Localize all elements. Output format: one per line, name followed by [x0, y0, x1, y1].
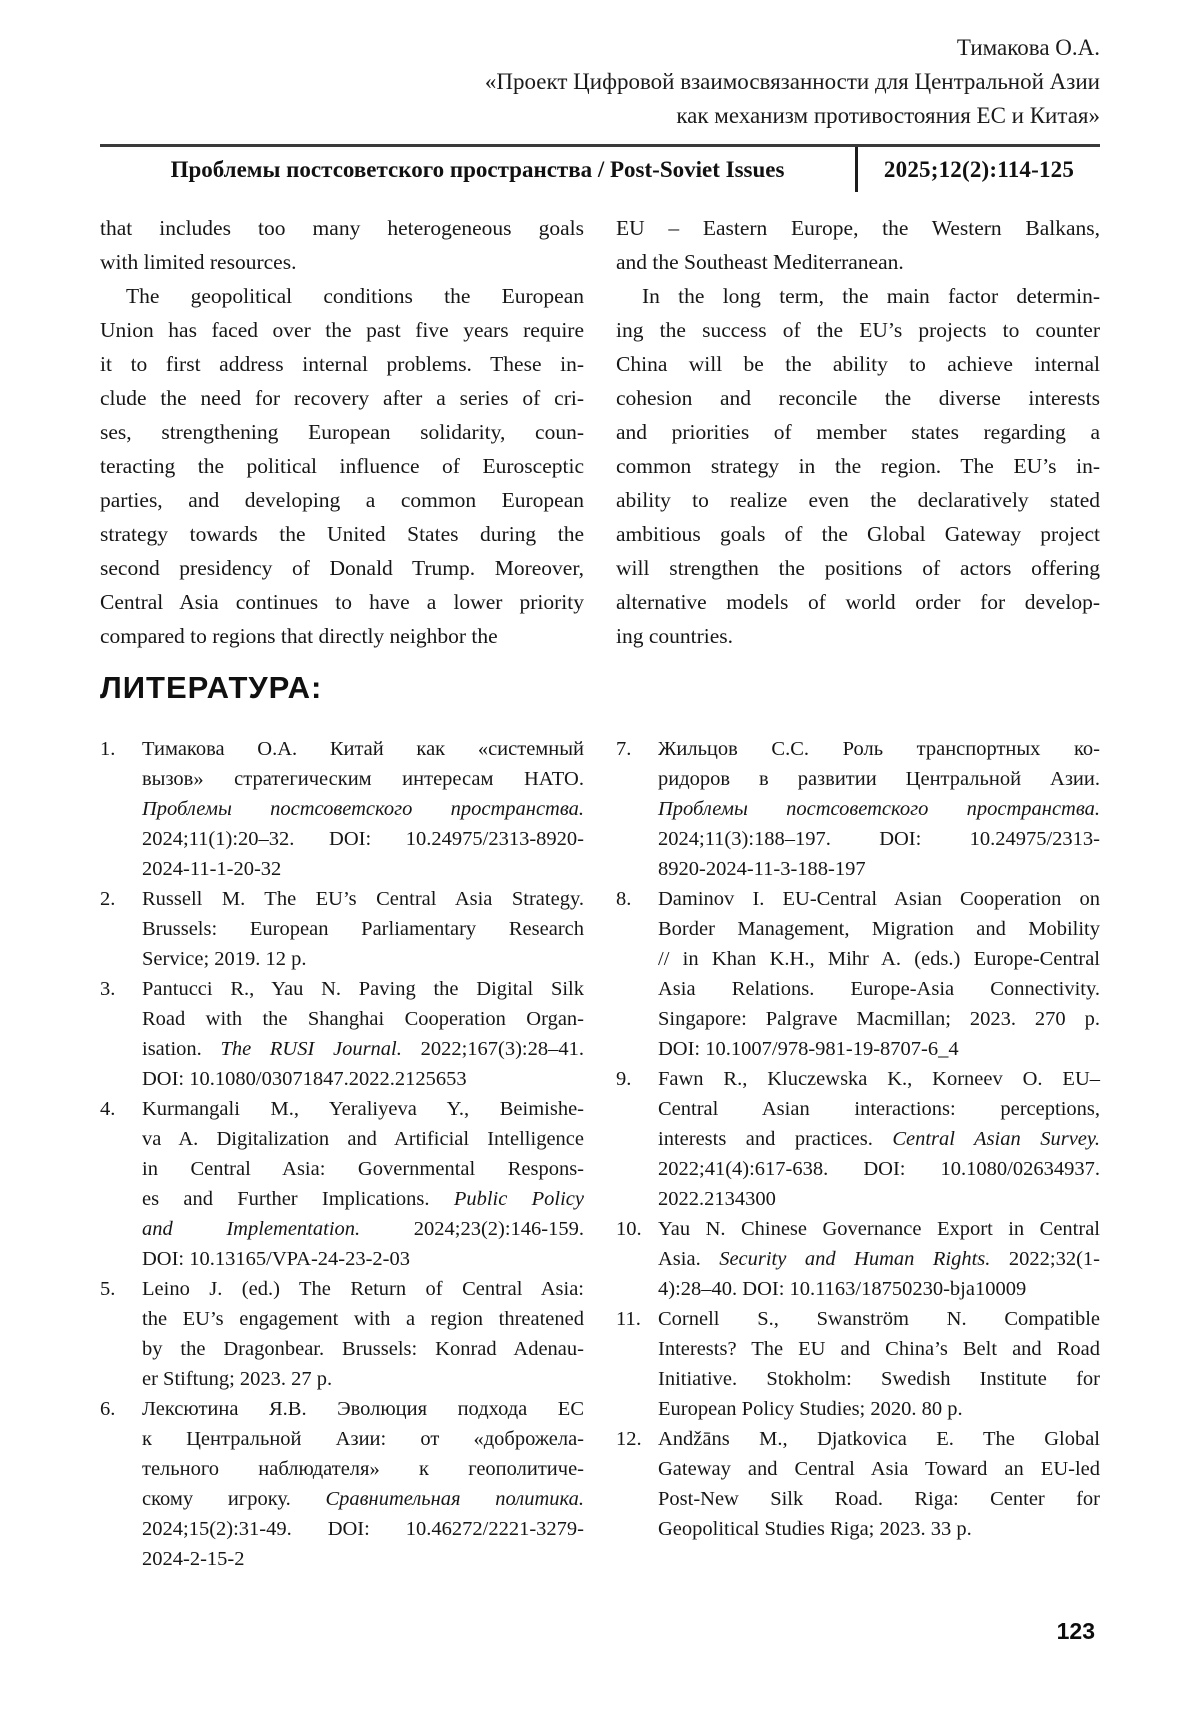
journal-title: Проблемы постсоветского пространства / Post-Soviet Issues — [170, 156, 785, 182]
text-line: // in Khan K.H., Mihr A. (eds.) Europe-Central — [658, 948, 1100, 970]
text-line: 2022.2134300 — [658, 1188, 776, 1210]
text-line: Тимакова О.А. Китай как «системный — [142, 738, 584, 760]
text-line: and Implementation. 2024;23(2):146-159. — [142, 1218, 585, 1240]
text-line: скому игроку. Сравнительная политика. — [142, 1488, 584, 1510]
text-line: Central Asian interactions: perceptions, — [658, 1098, 1100, 1120]
reference-text — [142, 974, 584, 1094]
reference-number: 6. — [100, 1398, 116, 1420]
text-line: Singapore: Palgrave Macmillan; 2023. 270 p. — [658, 1008, 1100, 1030]
text-line: к Центральной Азии: от «доброжела- — [142, 1428, 584, 1450]
reference-number: 12. — [616, 1428, 642, 1450]
reference-number: 7. — [616, 738, 632, 760]
body-text — [100, 211, 1100, 653]
reference-item — [616, 734, 1100, 884]
text-line: European Policy Studies; 2020. 80 p. — [658, 1398, 963, 1420]
reference-item — [616, 1424, 1100, 1544]
text-line: Проблемы постсоветского пространства. — [658, 798, 1100, 820]
paragraph — [616, 279, 1100, 653]
reference-number: 8. — [616, 888, 632, 910]
reference-number: 3. — [100, 978, 116, 1000]
text-line: it to first address internal problems. These in- — [100, 352, 584, 376]
reference-text — [142, 734, 584, 884]
reference-item — [616, 1214, 1100, 1304]
issue-info: 2025;12(2):114-125 — [883, 156, 1075, 182]
text-line: with limited resources. — [100, 250, 297, 274]
text-line: 8920-2024-11-3-188-197 — [658, 858, 866, 880]
text-line: va A. Digitalization and Artificial Intelligence — [142, 1128, 584, 1150]
reference-text — [142, 1274, 584, 1394]
text-line: parties, and developing a common European — [100, 488, 584, 512]
reference-text — [142, 1094, 584, 1274]
text-line: and the Southeast Mediterranean. — [616, 250, 904, 274]
reference-text — [658, 884, 1100, 1064]
text-line: ability to realize even the declaratively stated — [616, 488, 1100, 512]
reference-number: 1. — [100, 738, 116, 760]
page-number: 123 — [1056, 1618, 1095, 1644]
reference-item — [100, 1094, 584, 1274]
reference-number: 4. — [100, 1098, 116, 1120]
text-line: Kurmangali M., Yeraliyeva Y., Beimishe- — [142, 1098, 584, 1120]
text-line: will strengthen the positions of actors offering — [616, 556, 1100, 580]
reference-item — [100, 974, 584, 1094]
text-line: ses, strengthening European solidarity, coun- — [100, 420, 584, 444]
text-line: The geopolitical conditions the European — [126, 284, 584, 308]
text-line: by the Dragonbear. Brussels: Konrad Adenau- — [142, 1338, 584, 1360]
reference-number: 9. — [616, 1068, 632, 1090]
text-line: 2024;15(2):31-49. DOI: 10.46272/2221-3279- — [142, 1518, 584, 1540]
references-column-left — [100, 734, 584, 1574]
text-line: Geopolitical Studies Riga; 2023. 33 p. — [658, 1518, 972, 1540]
text-line: teracting the political influence of Eurosceptic — [100, 454, 584, 478]
text-line: China will be the ability to achieve internal — [616, 352, 1100, 376]
text-line: Road with the Shanghai Cooperation Organ- — [142, 1008, 584, 1030]
text-line: Cornell S., Swanström N. Compatible — [658, 1308, 1100, 1330]
text-line: er Stiftung; 2023. 27 p. — [142, 1368, 333, 1390]
paragraph — [100, 279, 584, 653]
article-author: Тимакова О.А. — [956, 35, 1100, 60]
text-line: вызов» стратегическим интересам НАТО. — [142, 768, 584, 790]
reference-number: 2. — [100, 888, 116, 910]
reference-item — [616, 1064, 1100, 1214]
text-line: Initiative. Stokholm: Swedish Institute for — [658, 1368, 1100, 1390]
body-column-left — [100, 211, 584, 653]
references-heading: ЛИТЕРАТУРА: — [100, 670, 323, 705]
text-line: the EU’s engagement with a region threatened — [142, 1308, 584, 1330]
text-line: isation. The RUSI Journal. 2022;167(3):28–41. — [142, 1038, 584, 1060]
text-line: ambitious goals of the Global Gateway project — [616, 522, 1100, 546]
text-line: Yau N. Chinese Governance Export in Central — [658, 1218, 1100, 1240]
text-line: In the long term, the main factor determin- — [642, 284, 1100, 308]
text-line: тельного наблюдателя» к геополитиче- — [142, 1458, 584, 1480]
reference-text — [658, 1304, 1100, 1424]
reference-number: 5. — [100, 1278, 116, 1300]
text-line: Лексютина Я.В. Эволюция подхода ЕС — [142, 1398, 584, 1420]
text-line: EU – Eastern Europe, the Western Balkans, — [616, 216, 1100, 240]
text-line: Post-New Silk Road. Riga: Center for — [658, 1488, 1100, 1510]
reference-text — [142, 884, 584, 974]
text-line: that includes too many heterogeneous goals — [100, 216, 584, 240]
text-line: interests and practices. Central Asian Survey. — [658, 1128, 1100, 1150]
text-line: in Central Asia: Governmental Respons- — [142, 1158, 584, 1180]
text-line: Daminov I. EU-Central Asian Cooperation on — [658, 888, 1100, 910]
text-line: Gateway and Central Asia Toward an EU-led — [658, 1458, 1100, 1480]
reference-number: 11. — [616, 1308, 641, 1330]
text-line: Brussels: European Parliamentary Research — [142, 918, 584, 940]
text-line: Проблемы постсоветского пространства. — [142, 798, 584, 820]
text-line: Жильцов С.С. Роль транспортных ко- — [658, 738, 1100, 760]
text-line: DOI: 10.13165/VPA-24-23-2-03 — [142, 1248, 411, 1270]
text-line: 2024;11(1):20–32. DOI: 10.24975/2313-8920- — [142, 828, 584, 850]
text-line: 2024-11-1-20-32 — [142, 858, 282, 880]
text-line: clude the need for recovery after a series of cri- — [100, 386, 584, 410]
references-column-right — [616, 734, 1100, 1574]
text-line: Union has faced over the past five years require — [100, 318, 584, 342]
reference-item — [100, 1394, 584, 1574]
text-line: 2024;11(3):188–197. DOI: 10.24975/2313- — [658, 828, 1100, 850]
reference-number: 10. — [616, 1218, 642, 1240]
text-line: ing countries. — [616, 624, 734, 648]
text-line: 2024-2-15-2 — [142, 1548, 245, 1570]
text-line: Leino J. (ed.) The Return of Central Asia: — [142, 1278, 584, 1300]
reference-text — [142, 1394, 584, 1574]
reference-text — [658, 1064, 1100, 1214]
paragraph — [616, 211, 1100, 279]
text-line: common strategy in the region. The EU’s in- — [616, 454, 1100, 478]
text-line: alternative models of world order for develop- — [616, 590, 1100, 614]
text-line: es and Further Implications. Public Policy — [142, 1188, 584, 1210]
article-title-line-2: как механизм противостояния ЕС и Китая» — [676, 103, 1100, 128]
reference-item — [616, 1304, 1100, 1424]
text-line: Fawn R., Kluczewska K., Korneev O. EU– — [658, 1068, 1100, 1090]
text-line: ридоров в развитии Центральной Азии. — [658, 768, 1100, 790]
text-line: Interests? The EU and China’s Belt and Road — [658, 1338, 1100, 1360]
text-line: ing the success of the EU’s projects to counter — [616, 318, 1100, 342]
text-line: cohesion and reconcile the diverse interests — [616, 386, 1100, 410]
text-line: Andžāns M., Djatkovica E. The Global — [658, 1428, 1100, 1450]
paragraph — [100, 211, 584, 279]
text-line: Pantucci R., Yau N. Paving the Digital Silk — [142, 978, 584, 1000]
text-line: Russell M. The EU’s Central Asia Strategy. — [142, 888, 584, 910]
reference-item — [616, 884, 1100, 1064]
reference-item — [100, 734, 584, 884]
text-line: DOI: 10.1080/03071847.2022.2125653 — [142, 1068, 467, 1090]
text-line: compared to regions that directly neighbor the — [100, 624, 498, 648]
references-list — [100, 734, 1100, 1574]
reference-text — [658, 734, 1100, 884]
reference-text — [658, 1424, 1100, 1544]
body-column-right — [616, 211, 1100, 653]
text-line: strategy towards the United States during the — [100, 522, 584, 546]
article-header — [100, 31, 1100, 133]
text-line: Border Management, Migration and Mobility — [658, 918, 1100, 940]
text-line: Central Asia continues to have a lower priority — [100, 590, 584, 614]
text-line: second presidency of Donald Trump. Moreover, — [100, 556, 584, 580]
text-line: Service; 2019. 12 p. — [142, 948, 307, 970]
text-line: and priorities of member states regarding a — [616, 420, 1100, 444]
journal-bar — [100, 147, 1100, 192]
text-line: Asia Relations. Europe-Asia Connectivity. — [658, 978, 1100, 1000]
reference-item — [100, 1274, 584, 1394]
text-line: 2022;41(4):617-638. DOI: 10.1080/02634937. — [658, 1158, 1100, 1180]
text-line: 4):28–40. DOI: 10.1163/18750230-bja10009 — [658, 1278, 1027, 1300]
text-line: DOI: 10.1007/978-981-19-8707-6_4 — [658, 1038, 959, 1060]
reference-text — [658, 1214, 1100, 1304]
reference-item — [100, 884, 584, 974]
article-title-line-1: «Проект Цифровой взаимосвязанности для Центральной Азии — [484, 69, 1100, 94]
text-line: Asia. Security and Human Rights. 2022;32(1- — [658, 1248, 1100, 1270]
